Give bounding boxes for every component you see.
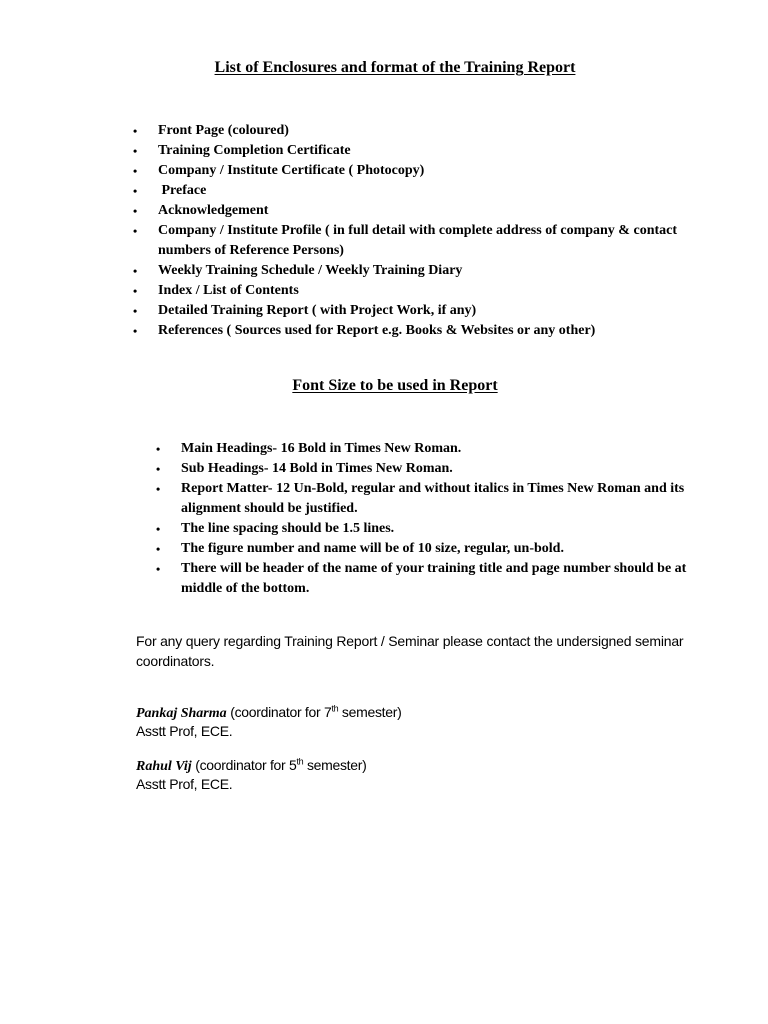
bullet-icon: • bbox=[133, 204, 138, 218]
list-item-text: The line spacing should be 1.5 lines. bbox=[181, 521, 395, 536]
ordinal-suffix: th bbox=[331, 703, 339, 714]
bullet-icon: • bbox=[133, 284, 138, 298]
bullet-icon: • bbox=[133, 304, 138, 318]
list-item bbox=[156, 539, 721, 559]
list-item-text: Preface bbox=[158, 183, 207, 198]
list-item-text: Company / Institute Profile ( in full detail with complete address of company & contact numbers of Reference Persons) bbox=[158, 223, 678, 258]
list-item-text: Main Headings- 16 Bold in Times New Roman. bbox=[181, 441, 462, 456]
bullet-icon: • bbox=[156, 522, 161, 536]
enclosures-heading: List of Enclosures and format of the Training Report bbox=[214, 59, 576, 76]
coordinator-role-suffix: semester) bbox=[338, 704, 402, 720]
bullet-icon: • bbox=[133, 224, 138, 238]
bullet-icon: • bbox=[133, 164, 138, 178]
coordinator-title: Asstt Prof, ECE. bbox=[136, 723, 233, 739]
bullet-icon: • bbox=[133, 184, 138, 198]
list-item-text: There will be header of the name of your training title and page number should be at middle of the bottom. bbox=[181, 561, 687, 596]
list-item bbox=[133, 321, 726, 341]
list-item bbox=[156, 479, 721, 519]
bullet-icon: • bbox=[133, 124, 138, 138]
list-item-text: Company / Institute Certificate ( Photocopy) bbox=[158, 163, 425, 178]
list-item bbox=[133, 221, 726, 261]
bullet-icon: • bbox=[133, 324, 138, 338]
list-item-text: Front Page (coloured) bbox=[158, 123, 289, 138]
coordinator-role-prefix: (coordinator for 5 bbox=[191, 757, 297, 773]
list-item-text: References ( Sources used for Report e.g. Books & Websites or any other) bbox=[158, 323, 596, 338]
list-item-text: Sub Headings- 14 Bold in Times New Roman. bbox=[181, 461, 453, 476]
coordinator-name: Rahul Vij bbox=[136, 759, 192, 774]
bullet-icon: • bbox=[156, 542, 161, 556]
list-item bbox=[133, 161, 726, 181]
list-item-text: Acknowledgement bbox=[158, 203, 269, 218]
list-item-text: Detailed Training Report ( with Project Work, if any) bbox=[158, 303, 477, 318]
list-item bbox=[133, 201, 726, 221]
list-item bbox=[133, 141, 726, 161]
list-item bbox=[156, 559, 721, 599]
enclosures-list bbox=[133, 121, 726, 341]
list-item bbox=[156, 519, 721, 539]
ordinal-suffix: th bbox=[296, 756, 304, 767]
coordinator-role-suffix: semester) bbox=[303, 757, 367, 773]
list-item bbox=[133, 181, 726, 201]
list-item bbox=[133, 261, 726, 281]
list-item-text: The figure number and name will be of 10 size, regular, un-bold. bbox=[181, 541, 564, 556]
coordinator-role-prefix: (coordinator for 7 bbox=[226, 704, 332, 720]
bullet-icon: • bbox=[156, 442, 161, 456]
list-item bbox=[156, 459, 721, 479]
font-size-heading: Font Size to be used in Report bbox=[292, 377, 498, 394]
list-item bbox=[133, 301, 726, 321]
list-item-text: Report Matter- 12 Un-Bold, regular and without italics in Times New Roman and its alignment should be justified. bbox=[181, 481, 685, 516]
bullet-icon: • bbox=[156, 482, 161, 496]
list-item bbox=[156, 439, 721, 459]
bullet-icon: • bbox=[133, 144, 138, 158]
coordinator-title: Asstt Prof, ECE. bbox=[136, 776, 233, 792]
font-size-list bbox=[156, 439, 721, 599]
bullet-icon: • bbox=[156, 462, 161, 476]
list-item-text: Weekly Training Schedule / Weekly Training Diary bbox=[158, 263, 463, 278]
list-item bbox=[133, 121, 726, 141]
list-item-text: Index / List of Contents bbox=[158, 283, 299, 298]
bullet-icon: • bbox=[156, 562, 161, 576]
query-paragraph: For any query regarding Training Report / Seminar please contact the undersigned seminar coordinators. bbox=[136, 633, 684, 669]
bullet-icon: • bbox=[133, 264, 138, 278]
list-item-text: Training Completion Certificate bbox=[158, 143, 351, 158]
list-item bbox=[133, 281, 726, 301]
coordinator-name: Pankaj Sharma bbox=[136, 706, 227, 721]
